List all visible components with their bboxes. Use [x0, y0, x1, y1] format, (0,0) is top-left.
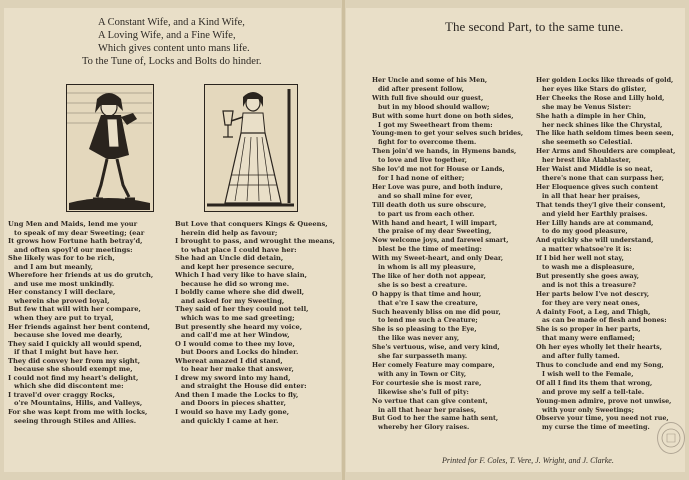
verse-line: I got my Sweetheart from them:: [378, 120, 493, 129]
verse-line: No vertue that can give content,: [372, 396, 488, 405]
left-column-1: [8, 220, 158, 425]
verse-line: That tends they'l give their consent,: [536, 200, 666, 209]
verse-line: and often spoyl'd our meetings:: [14, 245, 133, 254]
verse-line: for I had none of either;: [378, 173, 465, 182]
verse-line: to do my good pleasure,: [542, 227, 628, 236]
imprint-line: Printed for F. Coles, T. Vere, J. Wright, and J. Clarke.: [442, 456, 614, 465]
verse-line: The like of her doth not appear,: [372, 271, 486, 280]
verse-line: They said I quickly all would spend,: [8, 339, 142, 348]
man-figure-image: [67, 85, 152, 210]
verse-line: Her friends against her bent contend,: [8, 322, 150, 331]
center-fold: [342, 0, 345, 480]
verse-line: I brought to pass, and wrought the means,: [175, 237, 335, 246]
verse-line: and quickly I came at her.: [181, 416, 279, 425]
verse-line: and kept her presence secure,: [181, 262, 295, 271]
verse-line: did after present follow,: [378, 84, 464, 93]
verse-line: But with some hurt done on both sides,: [372, 111, 514, 120]
verse-line: because she should exempt me,: [14, 365, 133, 374]
verse-line: and after fully tamed.: [542, 352, 620, 361]
verse-line: Her comely Feature may compare,: [372, 361, 495, 369]
verse-line: Such heavenly bliss on me did pour,: [372, 307, 501, 316]
verse-line: and yield her Earthly praises.: [542, 209, 648, 218]
title-line-3: Which gives content unto mans life.: [98, 43, 250, 54]
verse-line: but Doors and Locks do hinder.: [181, 348, 299, 357]
verse-line: Her golden Locks like threads of gold,: [536, 76, 674, 84]
verse-line: With hand and heart, I will impart,: [372, 218, 498, 227]
verse-line: She lov'd me not for House or Lands,: [372, 165, 505, 174]
verse-line: She is so pleasing to the Eye,: [372, 325, 477, 334]
verse-line: A dainty Foot, a Leg, and Thigh,: [536, 307, 651, 316]
verse-line: O I would come to thee my love,: [175, 339, 295, 348]
verse-line: She is so proper in her parts,: [536, 325, 641, 334]
verse-line: But presently she goes away,: [536, 271, 640, 280]
verse-line: her eyes like Stars do glister,: [542, 84, 647, 93]
verse-line: With full five should our guest,: [372, 93, 484, 102]
verse-line: Her parts below I've not descry,: [536, 289, 650, 298]
verse-line: the like was never any,: [378, 334, 460, 343]
verse-line: to love and live together,: [378, 156, 468, 165]
verse-line: She's vertuous, wise, and very kind,: [372, 343, 500, 352]
verse-line: in all that hear her praises,: [542, 191, 641, 200]
verse-line: but in my blood should wallow;: [378, 102, 490, 111]
verse-line: They said of her they could not tell,: [175, 305, 309, 314]
verse-line: seeing through Stiles and Allies.: [14, 416, 137, 425]
verse-line: the praise of my dear Sweeting,: [378, 227, 492, 236]
verse-line: for they are very neat ones,: [542, 298, 640, 307]
verse-line: I would so have my Lady gone,: [175, 408, 290, 417]
library-stamp-icon: [657, 422, 685, 454]
verse-line: blest be the time of meeting:: [378, 245, 482, 254]
verse-line: fight for to overcome them.: [378, 138, 477, 147]
verse-line: She likely was for to be rich,: [8, 254, 115, 263]
verse-line: But Love that conquers Kings & Queens,: [175, 220, 328, 228]
verse-line: I travel'd over craggy Rocks,: [8, 390, 115, 399]
verse-line: Now welcome joys, and farewel smart,: [372, 236, 509, 245]
verse-line: because she loved me dearly,: [14, 331, 123, 340]
verse-line: and call'd me at her Window,: [181, 331, 290, 340]
woodcut-man: [66, 84, 154, 212]
verse-line: She had an Uncle did detain,: [175, 254, 284, 263]
verse-line: she is so best a creature.: [378, 280, 468, 289]
verse-line: her neck shines like the Chrystal,: [542, 120, 663, 129]
verse-line: I wish well to the Female,: [542, 369, 634, 378]
verse-line: Wherefore her friends at us do grutch,: [8, 271, 154, 280]
verse-line: Till death doth us sure obscure,: [372, 200, 487, 209]
verse-line: if that I might but have her.: [14, 348, 119, 357]
verse-line: which was to me sad greeting;: [181, 314, 295, 323]
verse-line: Oh her eyes wholly let their hearts,: [536, 343, 662, 352]
verse-line: because he did so wrong me.: [181, 279, 290, 288]
verse-line: For she was kept from me with locks,: [8, 408, 148, 417]
verse-line: to lend me such a Creature;: [378, 316, 478, 325]
verse-line: she far surpasseth many.: [378, 352, 468, 361]
verse-line: wherein she proved loyal,: [14, 296, 110, 305]
verse-line: They did convey her from my sight,: [8, 356, 141, 365]
verse-line: She hath a dimple in her Chin,: [536, 111, 647, 120]
verse-line: And then I made the Locks to fly,: [175, 390, 299, 399]
verse-line: that many were enflamed;: [542, 334, 635, 343]
verse-line: The like hath seldom times been seen,: [536, 129, 674, 138]
verse-line: and is not this a treasure?: [542, 280, 636, 289]
verse-line: For courtesie she is most rare,: [372, 378, 482, 387]
verse-line: But God to her the same hath sent,: [372, 414, 499, 423]
verse-line: Young-men to get your selves such brides,: [372, 129, 524, 138]
verse-line: Ung Men and Maids, lend me your: [8, 220, 138, 228]
second-part-title: The second Part, to the same tune.: [445, 19, 624, 34]
verse-line: O happy is that time and hour,: [372, 289, 482, 298]
title-line-1: A Constant Wife, and a Kind Wife,: [98, 17, 245, 28]
title-line-2: A Loving Wife, and a Fine Wife,: [98, 30, 236, 41]
verse-line: to hear her make that answer,: [181, 365, 294, 374]
verse-line: o're Mountains, Hills, and Valleys,: [14, 399, 143, 408]
verse-line: to speak of my dear Sweeting; (ear: [14, 228, 145, 237]
verse-line: and Doors in pieces shatter,: [181, 399, 286, 408]
verse-line: I drew my sword into my hand,: [175, 373, 291, 382]
verse-line: that e're I saw the creature,: [378, 298, 478, 307]
verse-line: and asked for my Sweeting,: [181, 296, 285, 305]
verse-line: there's none that can surpass her,: [542, 173, 665, 182]
right-column-2: [536, 76, 682, 432]
verse-line: to what place I could have her:: [181, 245, 297, 254]
verse-line: and prove my self a tell-tale.: [542, 387, 645, 396]
verse-line: and so shall mine for ever,: [378, 191, 473, 200]
verse-line: Her Arms and Shoulders are compleat,: [536, 147, 676, 156]
verse-line: and straight the House did enter:: [181, 382, 307, 391]
verse-line: Thus to conclude and end my Song,: [536, 361, 664, 369]
verse-line: likewise she's full of pity:: [378, 387, 469, 396]
verse-line: to wash me a displeasure,: [542, 263, 635, 272]
verse-line: Her Cheeks the Rose and Lilly hold,: [536, 93, 665, 102]
verse-line: Observe your time, you need not rue,: [536, 414, 669, 423]
verse-line: with any in Town or City,: [378, 369, 467, 378]
verse-line: It grows how Fortune hath betray'd,: [8, 237, 143, 246]
verse-line: when they are put to tryal,: [14, 314, 114, 323]
verse-line: Her Uncle and some of his Men,: [372, 76, 488, 84]
verse-line: I could not find my heart's delight,: [8, 373, 139, 382]
verse-line: whereby her Glory raises.: [378, 423, 470, 432]
verse-line: Of all I find its them that wrong,: [536, 378, 653, 387]
verse-line: she may be Venus Sister:: [542, 102, 632, 111]
verse-line: herein did help as favour;: [181, 228, 278, 237]
verse-line: to part us from each other.: [378, 209, 475, 218]
verse-line: which she did discontent me:: [14, 382, 124, 391]
verse-line: and I am but meanly,: [14, 262, 93, 271]
verse-line: Her Waist and Middle is so neat,: [536, 165, 653, 174]
verse-line: she seemeth so Celestial.: [542, 138, 633, 147]
verse-line: a matter whatsoe're it is:: [542, 245, 632, 254]
verse-line: as can be made of flesh and bones:: [542, 316, 667, 325]
verse-line: Young-men admire, prove not unwise,: [536, 396, 672, 405]
verse-line: And quickly she will understand,: [536, 236, 654, 245]
verse-line: in all that hear her praises,: [378, 405, 477, 414]
woodcut-woman: [204, 84, 298, 212]
verse-line: with your only Sweetings;: [542, 405, 634, 414]
right-column-1: [372, 76, 532, 432]
verse-line: Her Eloquence gives such content: [536, 182, 659, 191]
verse-line: I boldly came where she did dwell,: [175, 288, 305, 297]
verse-line: But few that will with her compare,: [8, 305, 141, 314]
verse-line: and use me most unkindly.: [14, 279, 115, 288]
verse-line: Then join'd we hands, in Hymens bands,: [372, 147, 517, 156]
tune-line: To the Tune of, Locks and Bolts do hinder.: [82, 56, 262, 67]
left-column-2: [175, 220, 335, 425]
verse-line: With my Sweet-heart, and only Dear,: [372, 254, 504, 263]
verse-line: Her Lilly hands are at command,: [536, 218, 654, 227]
woman-figure-image: [205, 85, 296, 210]
verse-line: Her constancy I will declare,: [8, 288, 116, 297]
verse-line: in whom is all my pleasure,: [378, 263, 476, 272]
verse-line: my curse the time of meeting.: [542, 423, 650, 432]
verse-line: If I bid her well not stay,: [536, 254, 624, 263]
verse-line: But presently she heard my voice,: [175, 322, 303, 331]
verse-line: her brest like Alablaster,: [542, 156, 631, 165]
verse-line: Whereat amazed I did stand,: [175, 356, 283, 365]
verse-line: Her Love was pure, and both indure,: [372, 182, 503, 191]
verse-line: Which I had very like to have slain,: [175, 271, 307, 280]
